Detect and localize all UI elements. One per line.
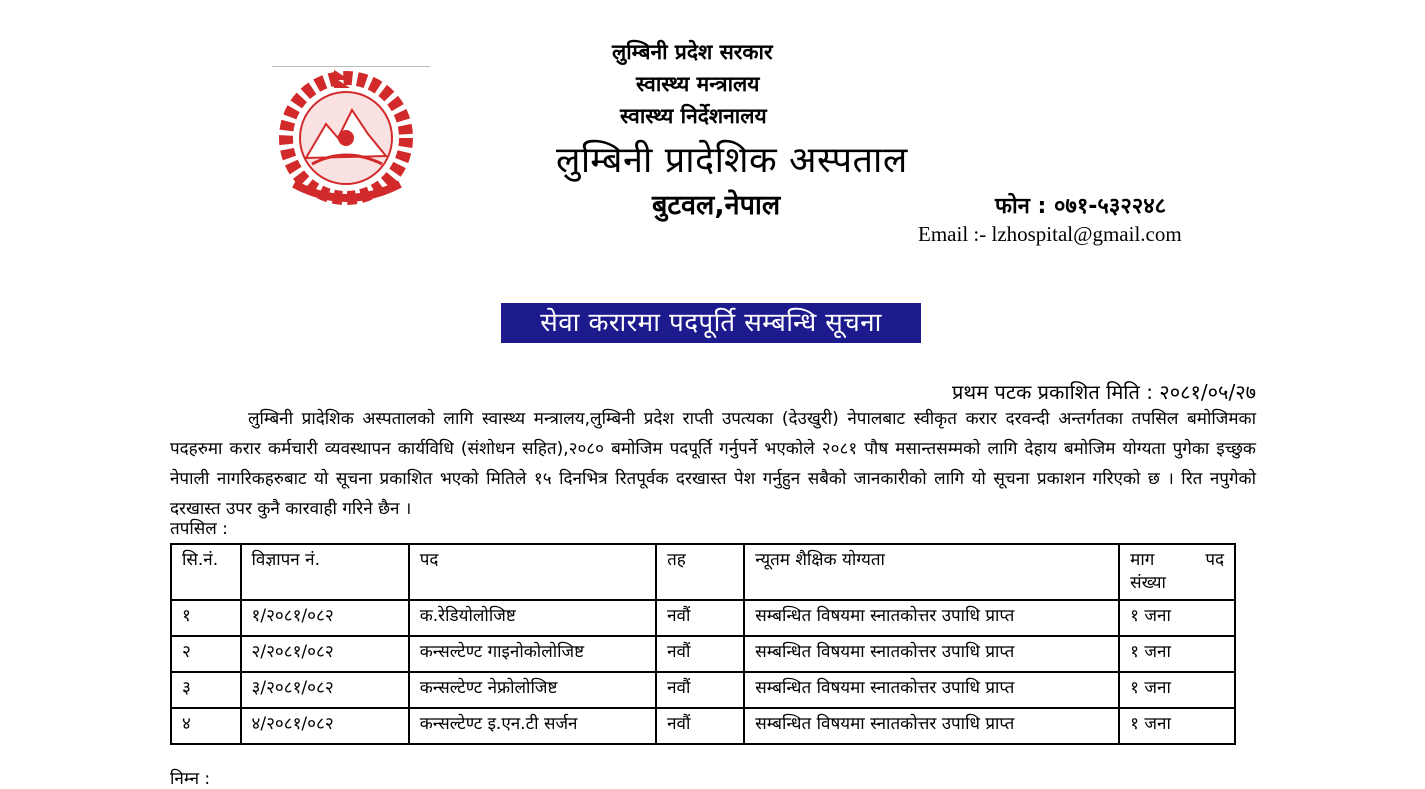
table-row <box>171 708 1235 744</box>
cell-ad-no: ३/२०८१/०८२ <box>241 672 409 708</box>
cell-ad-no: १/२०८१/०८२ <box>241 600 409 636</box>
province-government-title: लुम्बिनी प्रदेश सरकार <box>612 40 773 64</box>
header-post: पद <box>409 544 656 600</box>
publish-date: प्रथम पटक प्रकाशित मिति : २०८१/०५/२७ <box>952 380 1256 404</box>
table-row <box>171 600 1235 636</box>
cell-sn: ३ <box>171 672 241 708</box>
cell-count: १ जना <box>1119 672 1235 708</box>
header-level: तह <box>656 544 744 600</box>
cell-sn: १ <box>171 600 241 636</box>
header-post-word: पद <box>1205 550 1224 570</box>
cell-sn: ४ <box>171 708 241 744</box>
cell-qualification: सम्बन्धित विषयमा स्नातकोत्तर उपाधि प्राप्त <box>744 636 1119 672</box>
cell-count: १ जना <box>1119 600 1235 636</box>
cell-post: कन्सल्टेण्ट इ.एन.टी सर्जन <box>409 708 656 744</box>
cell-post: कन्सल्टेण्ट नेफ्रोलोजिष्ट <box>409 672 656 708</box>
phone-number: फोन : ०७१-५३२२४८ <box>995 194 1167 219</box>
cell-post: क.रेडियोलोजिष्ट <box>409 600 656 636</box>
table-header-row <box>171 544 1235 600</box>
header-sn: सि.नं. <box>171 544 241 600</box>
directorate-title: स्वास्थ्य निर्देशनालय <box>620 104 767 128</box>
cell-qualification: सम्बन्धित विषयमा स्नातकोत्तर उपाधि प्राप्त <box>744 600 1119 636</box>
notice-title: सेवा करारमा पदपूर्ति सम्बन्धि सूचना <box>501 303 921 343</box>
header-ad-no: विज्ञापन नं. <box>241 544 409 600</box>
header-demand-line1 <box>1130 547 1224 570</box>
header-count-word: संख्या <box>1130 573 1166 593</box>
cell-qualification: सम्बन्धित विषयमा स्नातकोत्तर उपाधि प्राप्त <box>744 672 1119 708</box>
cell-level: नवौं <box>656 636 744 672</box>
ministry-title: स्वास्थ्य मन्त्रालय <box>636 72 760 96</box>
cell-level: नवौं <box>656 672 744 708</box>
table-row <box>171 636 1235 672</box>
cell-level: नवौं <box>656 600 744 636</box>
email-address: Email :- lzhospital@gmail.com <box>918 222 1182 246</box>
cell-count: १ जना <box>1119 636 1235 672</box>
table-row <box>171 672 1235 708</box>
footer-label: निम्न : <box>170 769 211 789</box>
header-demand-word: माग <box>1130 550 1155 570</box>
header-qualification: न्यूतम शैक्षिक योग्यता <box>744 544 1119 600</box>
notice-body: लुम्बिनी प्रादेशिक अस्पतालको लागि स्वास्थ्य मन्त्रालय,लुम्बिनी प्रदेश राप्ती उपत्यका (देउखुरी) नेपालबाट स्वीकृत करार दरवन्दी अन्तर्गतका तपसिल बमोजिमका पदहरुमा करार कर्मचारी व्यवस्थापन कार्यविधि (संशोधन सहित),२०८० बमोजिम पदपूर्ति गर्नुपर्ने भएकोले २०८१ पौष मसान्तसम्मको लागि देहाय बमोजिम योग्यता पुगेका इच्छुक नेपाली नागरिकहरुबाट यो सूचना प्रकाशित भएको मितिले १५ दिनभित्र रितपूर्वक दरखास्त पेश गर्नुहुन सबैको जानकारीको लागि यो सूचना प्रकाशन गरिएको छ । रित नपुगेको दरखास्त उपर कुनै कारवाही गरिने छैन । <box>170 409 1256 519</box>
cell-ad-no: २/२०८१/०८२ <box>241 636 409 672</box>
header-demand <box>1119 544 1235 600</box>
cell-qualification: सम्बन्धित विषयमा स्नातकोत्तर उपाधि प्राप्त <box>744 708 1119 744</box>
vacancy-table <box>170 543 1236 745</box>
cell-level: नवौं <box>656 708 744 744</box>
hospital-name: लुम्बिनी प्रादेशिक अस्पताल <box>556 140 908 181</box>
cell-ad-no: ४/२०८१/०८२ <box>241 708 409 744</box>
nepal-government-emblem-icon <box>272 66 432 206</box>
cell-sn: २ <box>171 636 241 672</box>
schedule-label: तपसिल : <box>170 519 228 539</box>
cell-post: कन्सल्टेण्ट गाइनोकोलोजिष्ट <box>409 636 656 672</box>
cell-count: १ जना <box>1119 708 1235 744</box>
hospital-location: बुटवल,नेपाल <box>652 190 781 221</box>
